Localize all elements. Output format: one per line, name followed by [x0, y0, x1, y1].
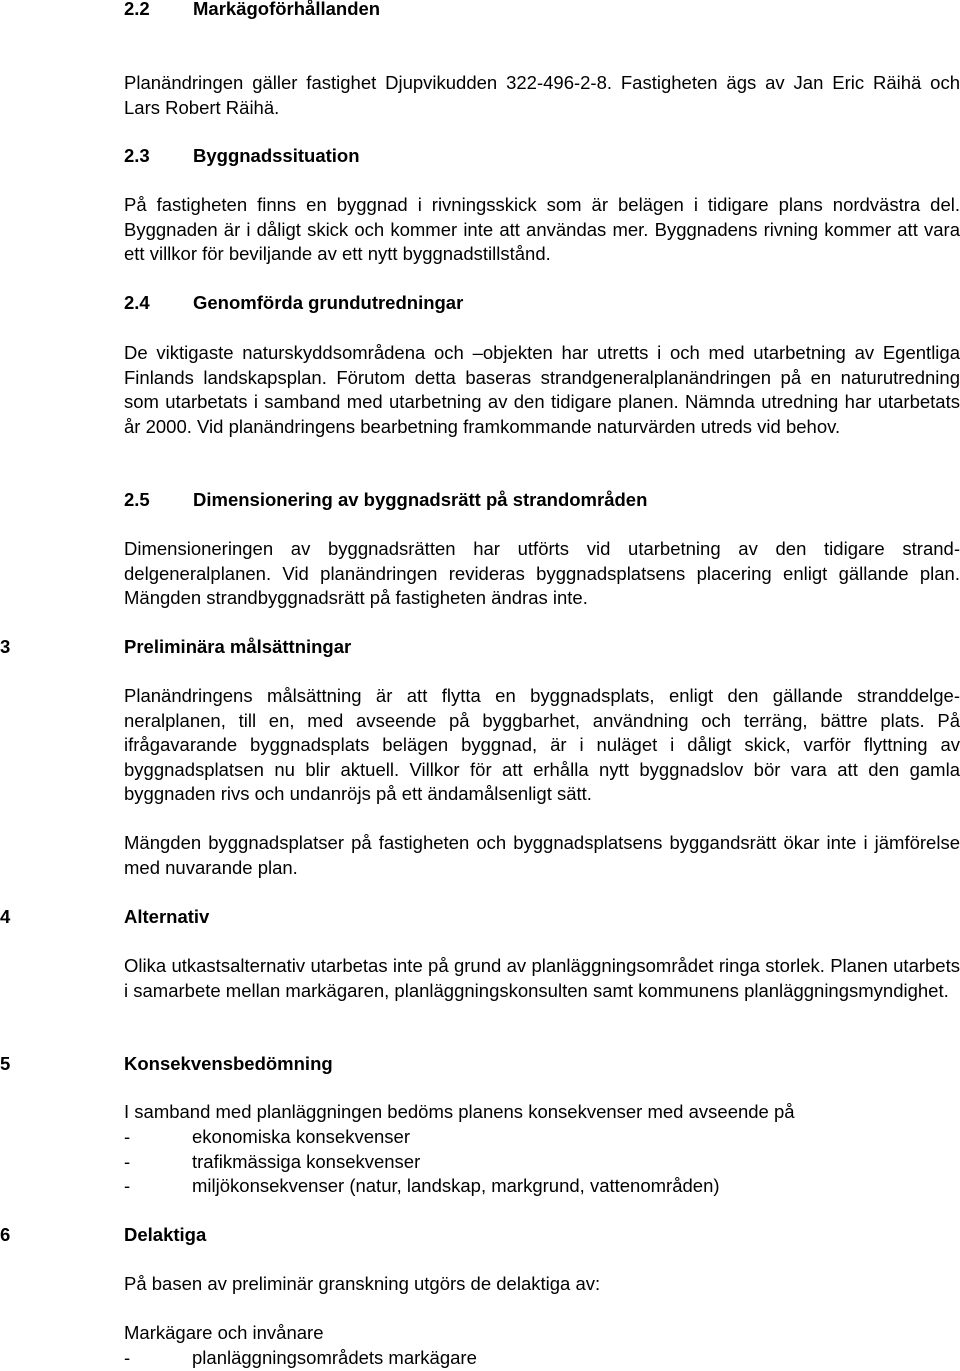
list-dash: -	[124, 1347, 131, 1368]
section-title: Alternativ	[124, 906, 210, 927]
section-title: Markägoförhållanden	[193, 0, 381, 19]
section-title: Delaktiga	[124, 1224, 207, 1245]
list-item-text: planläggningsområdets markägare	[192, 1347, 477, 1368]
section-number: 6	[0, 1224, 11, 1245]
paragraph-building-sites: Mängden byggnadsplatser på fastigheten och byggnadsplatsens byggandsrätt ökar inte i jämförelse med nuvarande plan.	[124, 832, 960, 878]
paragraph-owners: Planändringen gäller fastighet Djupvikudden 322-496-2-8. Fastigheten ägs av Jan Eric Räihä och Lars Robert Räihä.	[124, 72, 960, 118]
list-item	[124, 1346, 960, 1371]
paragraph-alternatives: Olika utkastsalternativ utarbetas inte på grund av planläggningsområdet ringa storlek. Planen utarbets i samarbete mellan markägaren, planläggningskonsulten samt kommunens planläggningsmyndighet.	[124, 955, 960, 1001]
list-item-text: trafikmässiga konsekvenser	[192, 1150, 421, 1172]
section-number: 3	[0, 636, 11, 657]
section-title: Preliminära målsättningar	[124, 636, 352, 657]
paragraph-objectives: Planändringens målsättning är att flytta en byggnadsplats, enligt den gällande stranddelgeneralplanen, till en, med avseende på byggbarhet, användning och terräng, bättre plats. På ifrågavarande byggnadsplats belägen byggnad, är i nuläget i dåligt skick, varför flyttning av byggnadsplatsen nu blir aktuell. Villkor för att erhålla nytt byggnadslov bör vara att den gamla byggnaden rivs och undanröjs på ett ändamålsenligt sätt.	[124, 685, 960, 805]
paragraph-surveys: De viktigaste naturskyddsområdena och –objekten har utretts i och med utarbetning av Egentliga Finlands landskapsplan. Förutom detta baseras strandgeneralplanändringen på en naturutredning som utarbetats i samband med utarbetning av den tidigare planen. Nämnda utredning har utarbetats år 2000. Vid planändringens bearbetning framkommande naturvärden utreds vid behov.	[124, 342, 960, 437]
paragraph-assessment-intro: I samband med planläggningen bedöms planens konsekvenser med avseende på	[124, 1101, 795, 1122]
list-item	[124, 1174, 960, 1199]
list-item-text: ekonomiska konsekvenser	[192, 1126, 410, 1147]
section-title: Dimensionering av byggnadsrätt på strandområden	[193, 489, 648, 510]
section-number: 2.4	[124, 292, 150, 313]
section-title: Konsekvensbedömning	[124, 1053, 333, 1074]
list-dash: -	[124, 1126, 131, 1147]
list-dash: -	[124, 1150, 131, 1172]
section-number: 2.5	[124, 489, 150, 510]
section-title: Byggnadssituation	[193, 145, 360, 166]
list-item-text: miljökonsekvenser (natur, landskap, markgrund, vattenområden)	[192, 1175, 720, 1197]
list-dash: -	[124, 1175, 131, 1197]
section-number: 5	[0, 1053, 11, 1074]
list-item	[124, 1150, 960, 1175]
section-title: Genomförda grundutredningar	[193, 292, 464, 313]
stakeholder-list	[124, 1346, 960, 1371]
section-number: 4	[0, 906, 11, 927]
list-item	[124, 1125, 960, 1150]
paragraph-stakeholders-intro: På basen av preliminär granskning utgörs de delaktiga av:	[124, 1273, 601, 1294]
paragraph-building-situation: På fastigheten finns en byggnad i rivningsskick som är belägen i tidigare plans nordvästra del. Byggnaden är i dåligt skick och kommer inte att användas mer. Byggnadens rivning kommer att vara ett villkor för beviljande av ett nytt byggnadstillstånd.	[124, 194, 960, 265]
section-number: 2.3	[124, 145, 150, 166]
consequence-list	[124, 1125, 960, 1199]
section-number: 2.2	[124, 0, 150, 19]
paragraph-dimensioning: Dimensioneringen av byggnadsrätten har utförts vid utarbetning av den tidigare stranddelgeneralplanen. Vid planändringen revideras byggnadsplatsens placering enligt gällande plan. Mängden strandbyggnadsrätt på fastigheten ändras inte.	[124, 538, 960, 609]
stakeholder-group-label: Markägare och invånare	[124, 1322, 324, 1343]
